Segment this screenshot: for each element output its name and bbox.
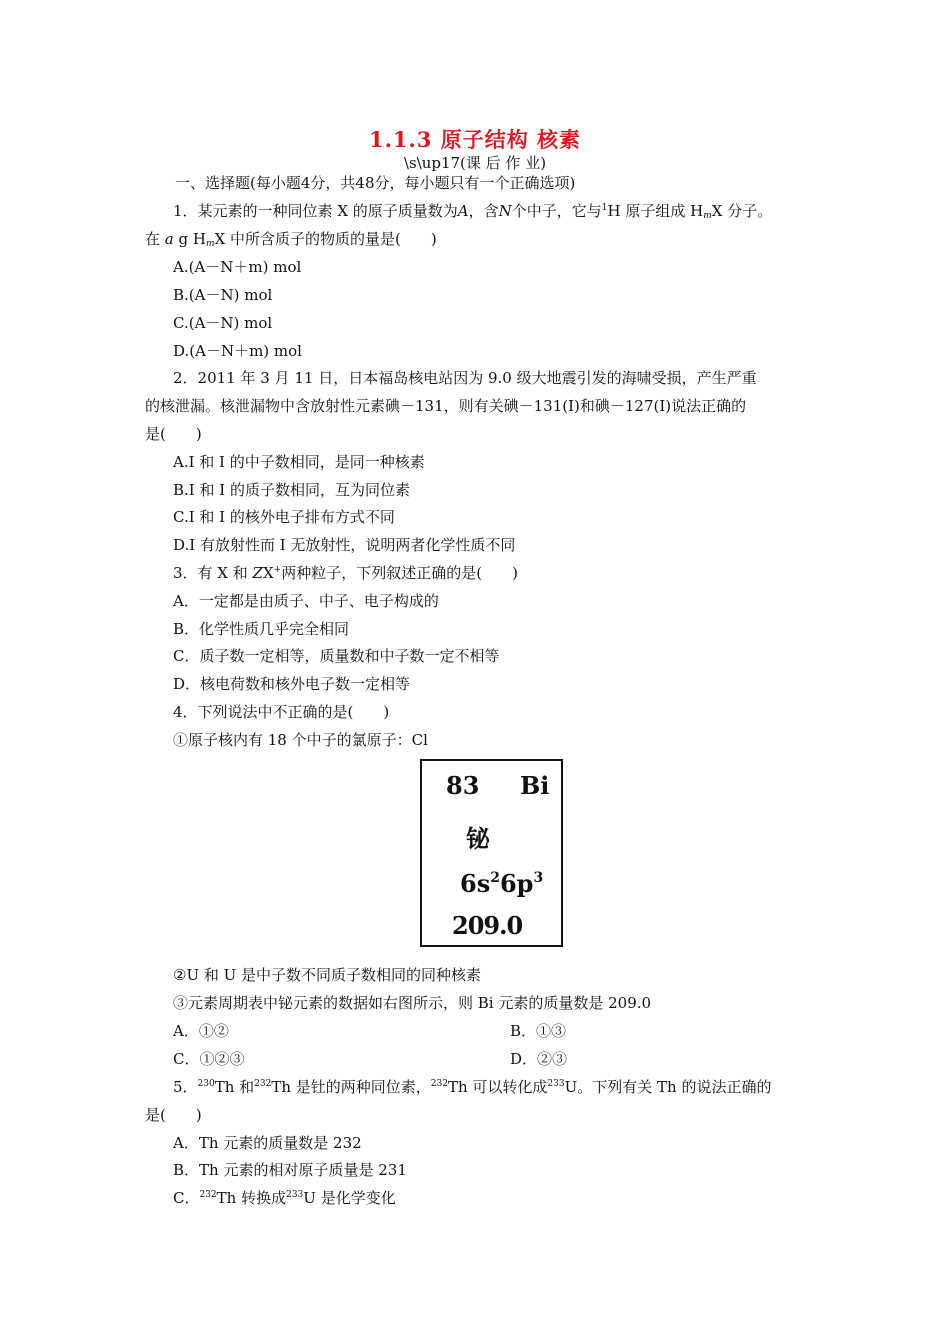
q1-option-c: C.(A－N) mol	[173, 314, 273, 332]
q4-stem: 4．下列说法中不正确的是( )	[173, 703, 390, 721]
page-title: 1.1.3 原子结构 核素	[368, 127, 582, 152]
q1-stem-line1: 1．某元素的一种同位素 X 的原子质量数为A，含N个中子，它与$^1$H 原子组成 $H_mX$ 分子。	[173, 202, 773, 221]
q4-item-1: ①原子核内有 18 个中子的氯原子：Cl	[173, 731, 428, 749]
q1-option-a: A.(A－N＋m) mol	[173, 258, 302, 276]
q5-option-a: A．Th 元素的质量数是 232	[173, 1134, 362, 1152]
element-electron-config: $6s^26p^3$	[460, 869, 544, 898]
q2-stem-line3: 是( )	[145, 425, 202, 443]
q1-option-b: B.(A－N) mol	[173, 286, 273, 304]
q2-option-a: A.I 和 I 的中子数相同，是同一种核素	[173, 453, 425, 471]
q5-stem-line2: 是( )	[145, 1106, 202, 1124]
q2-option-c: C.I 和 I 的核外电子排布方式不同	[173, 508, 395, 526]
q3-stem: 3．有 X 和 ZX+两种粒子，下列叙述正确的是( )	[173, 564, 518, 582]
q1-stem-line2: 在 a g $H_mX$ 中所含质子的物质的量是( )	[145, 230, 437, 249]
q3-option-a: A．一定都是由质子、中子、电子构成的	[173, 592, 439, 610]
q2-option-b: B.I 和 I 的质子数相同，互为同位素	[173, 481, 410, 499]
q5-option-b: B．Th 元素的相对原子质量是 231	[173, 1161, 407, 1179]
q4-option-c: C．①②③	[173, 1050, 245, 1068]
element-atomic-number: 83	[446, 771, 480, 800]
q3-option-b: B．化学性质几乎完全相同	[173, 620, 350, 638]
q4-option-a: A．①②	[173, 1022, 229, 1040]
q5-option-c: C．$^{232}$Th 转换成$^{233}$U 是化学变化	[173, 1189, 396, 1207]
q4-option-b: B．①③	[510, 1022, 567, 1040]
q4-item-3: ③元素周期表中铋元素的数据如右图所示，则 Bi 元素的质量数是 209.0	[173, 994, 652, 1012]
element-atomic-mass: 209.0	[452, 911, 523, 940]
q2-stem-line1: 2．2011 年 3 月 11 日，日本福岛核电站因为 9.0 级大地震引发的海啸受损，产生严重	[173, 369, 757, 387]
section-header: 一、选择题(每小题4分，共48分，每小题只有一个正确选项)	[175, 174, 576, 192]
q1-option-d: D.(A－N＋m) mol	[173, 342, 302, 360]
q3-option-d: D．核电荷数和核外电子数一定相等	[173, 675, 411, 693]
element-symbol: Bi	[520, 771, 550, 800]
page-subtitle: \s\up17(课 后 作 业)	[403, 154, 547, 172]
q3-option-c: C．质子数一定相等，质量数和中子数一定不相等	[173, 647, 500, 665]
bismuth-element-card	[420, 759, 563, 947]
q4-item-2: ②U 和 U 是中子数不同质子数相同的同种核素	[173, 966, 482, 984]
q5-stem-line1: 5．$^{230}$Th 和$^{232}$Th 是钍的两种同位素，$^{232}$Th 可以转化成$^{233}$U。下列有关 Th 的说法正确的	[173, 1078, 772, 1096]
element-name: 铋	[466, 824, 490, 853]
q4-option-d: D．②③	[510, 1050, 568, 1068]
q2-stem-line2: 的核泄漏。核泄漏物中含放射性元素碘－131，则有关碘－131(I)和碘－127(I)说法正确的	[145, 397, 747, 415]
q2-option-d: D.I 有放射性而 I 无放射性，说明两者化学性质不同	[173, 536, 516, 554]
